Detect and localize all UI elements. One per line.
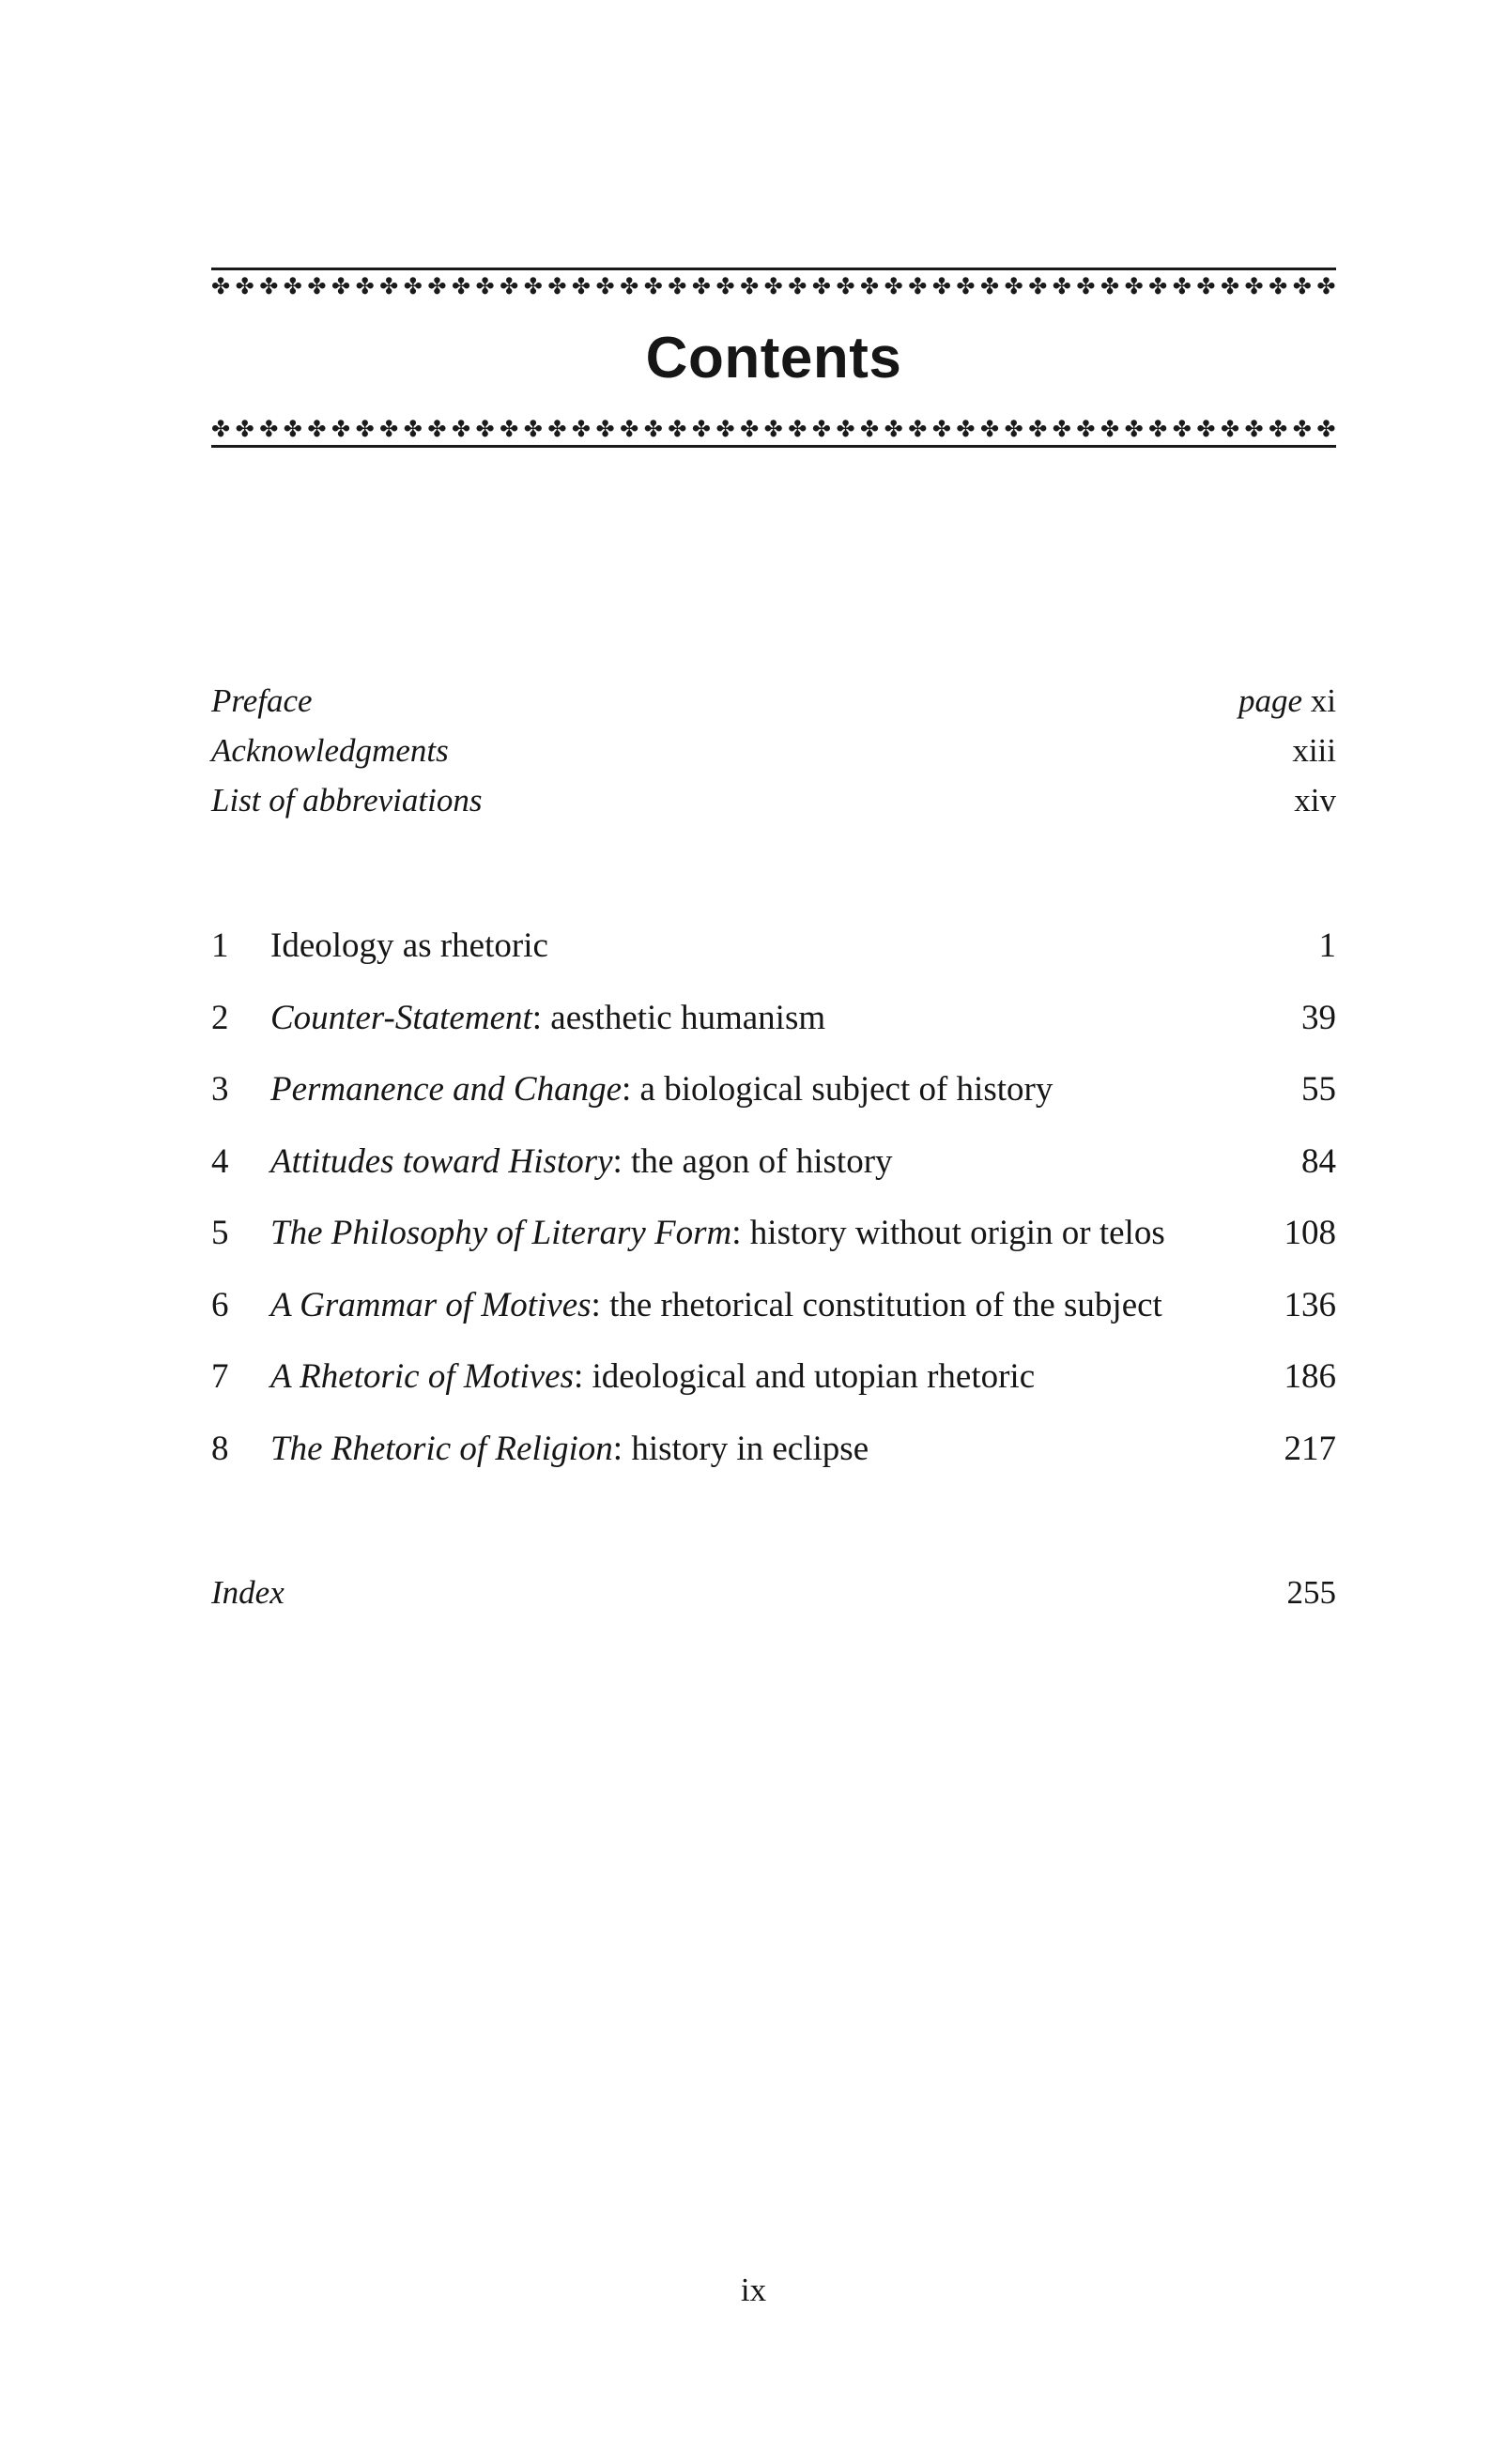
- chapter-title-rest: : history without origin or telos: [731, 1214, 1165, 1252]
- chapter-list: [211, 918, 1336, 1492]
- chapter-entry-5: [211, 1205, 1336, 1278]
- chapter-title-italic: The Rhetoric of Religion: [270, 1429, 613, 1468]
- chapter-entry-3: [211, 1062, 1336, 1134]
- ornament-glyph: ✤: [1292, 273, 1312, 299]
- ornament-glyph: ✤: [403, 416, 423, 442]
- ornament-glyph: ✤: [1292, 416, 1312, 442]
- chapter-page: 108: [1284, 1214, 1336, 1252]
- ornament-glyph: ✤: [1244, 416, 1264, 442]
- ornament-glyph: ✤: [403, 273, 423, 299]
- ornament-glyph: ✤: [1172, 273, 1192, 299]
- ornament-glyph: ✤: [1124, 416, 1144, 442]
- ornament-glyph: ✤: [956, 416, 976, 442]
- ornament-glyph: ✤: [1099, 416, 1120, 442]
- ornament-glyph: ✤: [1220, 273, 1240, 299]
- front-matter-item-acknowledgments: [211, 726, 1336, 775]
- ornament-glyph: ✤: [931, 273, 951, 299]
- chapter-title: [270, 1205, 1268, 1262]
- index-entry: [211, 1568, 1336, 1617]
- ornament-glyph: ✤: [283, 416, 302, 442]
- chapter-title-italic: The Philosophy of Literary Form: [270, 1214, 732, 1252]
- ornament-glyph: ✤: [571, 273, 592, 299]
- ornament-glyph: ✤: [1196, 273, 1216, 299]
- chapter-page: 39: [1301, 998, 1336, 1037]
- front-matter-label: List of abbreviations: [211, 782, 483, 819]
- ornament-glyph: ✤: [1028, 273, 1048, 299]
- chapter-title-rest: : aesthetic humanism: [531, 998, 826, 1037]
- chapter-page: 55: [1301, 1070, 1336, 1109]
- chapter-page: 84: [1301, 1141, 1336, 1181]
- ornament-glyph: ✤: [379, 273, 399, 299]
- chapter-title: [270, 1349, 1268, 1405]
- ornament-glyph: ✤: [643, 416, 663, 442]
- ornament-glyph: ✤: [668, 273, 687, 299]
- ornament-glyph: ✤: [475, 416, 495, 442]
- ornament-glyph: ✤: [1316, 416, 1336, 442]
- chapter-entry-7: [211, 1349, 1336, 1421]
- ornament-glyph: ✤: [523, 416, 543, 442]
- ornament-glyph: ✤: [235, 416, 254, 442]
- ornament-glyph: ✤: [715, 273, 735, 299]
- ornament-glyph: ✤: [620, 416, 639, 442]
- ornament-glyph: ✤: [307, 273, 327, 299]
- ornament-glyph: ✤: [1124, 273, 1144, 299]
- index-page: 255: [1286, 1574, 1336, 1611]
- chapter-title-rest: Ideology as rhetoric: [270, 926, 548, 965]
- ornament-glyph: ✤: [788, 416, 807, 442]
- chapter-page: 1: [1318, 926, 1336, 965]
- front-matter-item-preface: [211, 676, 1336, 726]
- chapter-title-italic: Counter-Statement: [270, 998, 532, 1037]
- chapter-number: 8: [211, 1429, 229, 1468]
- ornament-glyph: ✤: [595, 416, 615, 442]
- ornament-glyph: ✤: [283, 273, 302, 299]
- chapter-entry-2: [211, 990, 1336, 1063]
- chapter-title-rest: : ideological and utopian rhetoric: [574, 1357, 1036, 1396]
- chapter-title-italic: A Rhetoric of Motives: [270, 1357, 574, 1396]
- ornament-glyph: ✤: [259, 416, 279, 442]
- chapter-title-italic: Attitudes toward History: [270, 1141, 613, 1181]
- chapter-number: 1: [211, 926, 229, 965]
- chapter-page: 217: [1284, 1429, 1336, 1468]
- ornament-glyph: ✤: [523, 273, 543, 299]
- ornament-glyph: ✤: [980, 416, 1000, 442]
- ornament-glyph: ✤: [1196, 416, 1216, 442]
- front-matter-page: [1238, 676, 1336, 726]
- ornament-glyph: ✤: [1052, 416, 1071, 442]
- chapter-entry-6: [211, 1278, 1336, 1350]
- chapter-title-italic: Permanence and Change: [270, 1070, 623, 1109]
- contents-header: [211, 268, 1336, 448]
- ornament-glyph: ✤: [1028, 416, 1048, 442]
- ornament-glyph: ✤: [500, 273, 519, 299]
- ornament-glyph: ✤: [1076, 416, 1096, 442]
- page-folio: ix: [740, 2272, 767, 2308]
- chapter-entry-8: [211, 1421, 1336, 1493]
- ornament-glyph: ✤: [860, 273, 880, 299]
- chapter-number: 3: [211, 1070, 229, 1109]
- ornament-glyph: ✤: [811, 273, 831, 299]
- ornament-glyph: ✤: [908, 273, 928, 299]
- ornament-glyph: ✤: [331, 416, 351, 442]
- ornament-glyph: ✤: [211, 416, 231, 442]
- ornament-glyph: ✤: [1316, 273, 1336, 299]
- ornament-glyph: ✤: [451, 416, 471, 442]
- chapter-title-rest: : a biological subject of history: [622, 1070, 1053, 1109]
- ornament-glyph: ✤: [379, 416, 399, 442]
- ornament-glyph: ✤: [1004, 273, 1023, 299]
- ornament-glyph: ✤: [931, 416, 951, 442]
- chapter-title: [270, 1134, 1284, 1190]
- front-matter-list: [211, 676, 1336, 825]
- ornament-glyph: ✤: [1172, 416, 1192, 442]
- ornament-glyph: ✤: [355, 273, 375, 299]
- chapter-entry-1: [211, 918, 1336, 990]
- chapter-title-italic: A Grammar of Motives: [270, 1285, 592, 1324]
- chapter-title: [270, 1278, 1268, 1334]
- ornament-glyph: ✤: [860, 416, 880, 442]
- chapter-number: 5: [211, 1214, 229, 1252]
- ornament-glyph: ✤: [547, 416, 567, 442]
- ornament-glyph: ✤: [259, 273, 279, 299]
- ornament-glyph: ✤: [1148, 273, 1168, 299]
- chapter-entry-4: [211, 1134, 1336, 1206]
- chapter-title-rest: : history in eclipse: [612, 1429, 869, 1468]
- page-number: xiv: [1294, 782, 1336, 819]
- chapter-number: 7: [211, 1357, 229, 1396]
- ornament-glyph: ✤: [595, 273, 615, 299]
- chapter-title: [270, 1062, 1284, 1118]
- ornament-glyph: ✤: [211, 273, 231, 299]
- chapter-title-rest: : the rhetorical constitution of the subject: [591, 1285, 1162, 1324]
- ornament-glyph: ✤: [620, 273, 639, 299]
- front-matter-label: Acknowledgments: [211, 732, 449, 769]
- page-number: xiii: [1292, 732, 1336, 769]
- ornament-glyph: ✤: [307, 416, 327, 442]
- ornament-glyph: ✤: [691, 416, 711, 442]
- ornament-glyph: ✤: [763, 273, 783, 299]
- ornament-glyph: ✤: [1004, 416, 1023, 442]
- index-label: Index: [211, 1574, 284, 1611]
- ornament-glyph: ✤: [691, 273, 711, 299]
- ornament-glyph: ✤: [331, 273, 351, 299]
- ornament-glyph: ✤: [788, 273, 807, 299]
- chapter-number: 2: [211, 998, 229, 1037]
- ornament-glyph: ✤: [1076, 273, 1096, 299]
- ornament-border-bottom: [211, 413, 1336, 445]
- chapter-title: [270, 990, 1284, 1047]
- ornament-glyph: ✤: [884, 273, 903, 299]
- ornament-glyph: ✤: [1269, 273, 1288, 299]
- ornament-glyph: ✤: [811, 416, 831, 442]
- ornament-glyph: ✤: [643, 273, 663, 299]
- bottom-rule: [211, 445, 1336, 448]
- ornament-glyph: ✤: [1244, 273, 1264, 299]
- ornament-glyph: ✤: [571, 416, 592, 442]
- ornament-glyph: ✤: [956, 273, 976, 299]
- page-prefix: page: [1238, 682, 1303, 719]
- ornament-glyph: ✤: [715, 416, 735, 442]
- ornament-glyph: ✤: [500, 416, 519, 442]
- ornament-glyph: ✤: [1269, 416, 1288, 442]
- front-matter-item-abbreviations: [211, 775, 1336, 825]
- chapter-title: [270, 918, 1302, 974]
- chapter-title: [270, 1421, 1268, 1477]
- ornament-glyph: ✤: [1099, 273, 1120, 299]
- ornament-glyph: ✤: [763, 416, 783, 442]
- ornament-glyph: ✤: [836, 273, 855, 299]
- page-title: Contents: [645, 326, 902, 390]
- ornament-glyph: ✤: [884, 416, 903, 442]
- ornament-glyph: ✤: [668, 416, 687, 442]
- chapter-title-rest: : the agon of history: [612, 1141, 893, 1181]
- ornament-glyph: ✤: [1052, 273, 1071, 299]
- ornament-glyph: ✤: [908, 416, 928, 442]
- ornament-glyph: ✤: [475, 273, 495, 299]
- chapter-page: 136: [1284, 1285, 1336, 1324]
- chapter-number: 4: [211, 1141, 229, 1181]
- ornament-glyph: ✤: [740, 416, 760, 442]
- ornament-glyph: ✤: [355, 416, 375, 442]
- ornament-glyph: ✤: [980, 273, 1000, 299]
- ornament-border-top: [211, 270, 1336, 302]
- ornament-glyph: ✤: [1148, 416, 1168, 442]
- ornament-glyph: ✤: [427, 273, 447, 299]
- front-matter-label: Preface: [211, 682, 313, 719]
- page-number: xi: [1310, 682, 1336, 719]
- ornament-glyph: ✤: [547, 273, 567, 299]
- ornament-glyph: ✤: [740, 273, 760, 299]
- ornament-glyph: ✤: [451, 273, 471, 299]
- ornament-glyph: ✤: [836, 416, 855, 442]
- ornament-glyph: ✤: [427, 416, 447, 442]
- chapter-page: 186: [1284, 1357, 1336, 1396]
- ornament-glyph: ✤: [235, 273, 254, 299]
- ornament-glyph: ✤: [1220, 416, 1240, 442]
- chapter-number: 6: [211, 1285, 229, 1324]
